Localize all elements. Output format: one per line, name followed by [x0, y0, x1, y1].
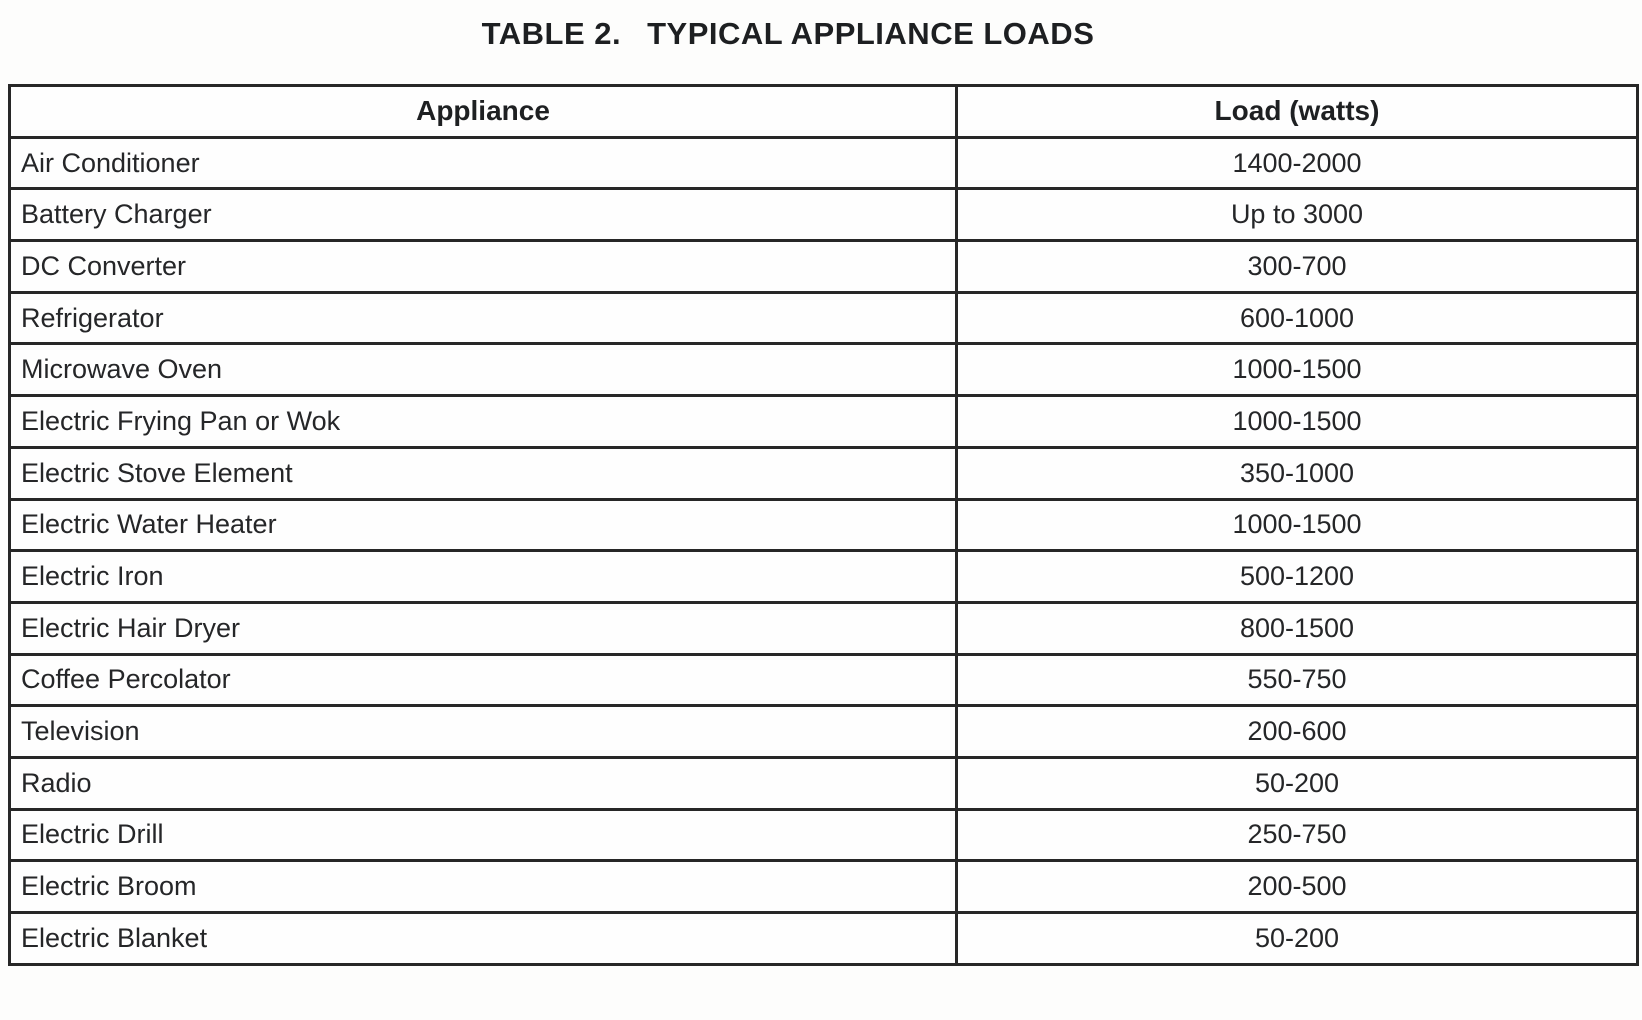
load-column-header: Load (watts) — [957, 86, 1638, 138]
appliance-cell: Television — [10, 706, 957, 758]
load-cell: 500-1200 — [957, 551, 1638, 603]
appliance-cell: Electric Stove Element — [10, 447, 957, 499]
appliance-cell: Electric Drill — [10, 809, 957, 861]
table-row — [10, 137, 1638, 189]
table-title — [0, 16, 1576, 52]
table-row — [10, 602, 1638, 654]
load-cell: 300-700 — [957, 241, 1638, 293]
appliance-cell: Electric Iron — [10, 551, 957, 603]
table-row — [10, 396, 1638, 448]
load-cell: 50-200 — [957, 913, 1638, 965]
header-row — [10, 86, 1638, 138]
load-cell: Up to 3000 — [957, 189, 1638, 241]
table-row — [10, 706, 1638, 758]
appliance-cell: Electric Frying Pan or Wok — [10, 396, 957, 448]
table-row — [10, 809, 1638, 861]
load-cell: 1000-1500 — [957, 344, 1638, 396]
appliance-cell: Refrigerator — [10, 292, 957, 344]
appliance-cell: Battery Charger — [10, 189, 957, 241]
table-row — [10, 757, 1638, 809]
table-row — [10, 344, 1638, 396]
table-row — [10, 499, 1638, 551]
appliance-loads-table — [8, 84, 1639, 966]
appliance-cell: Electric Hair Dryer — [10, 602, 957, 654]
appliance-cell: Electric Blanket — [10, 913, 957, 965]
appliance-cell: Air Conditioner — [10, 137, 957, 189]
load-cell: 250-750 — [957, 809, 1638, 861]
appliance-cell: Microwave Oven — [10, 344, 957, 396]
appliance-cell: Radio — [10, 757, 957, 809]
appliance-cell: Coffee Percolator — [10, 654, 957, 706]
appliance-column-header: Appliance — [10, 86, 957, 138]
load-cell: 50-200 — [957, 757, 1638, 809]
table-title-text: TYPICAL APPLIANCE LOADS — [647, 16, 1095, 51]
table-row — [10, 189, 1638, 241]
appliance-cell: Electric Broom — [10, 861, 957, 913]
load-cell: 800-1500 — [957, 602, 1638, 654]
load-cell: 200-600 — [957, 706, 1638, 758]
appliance-cell: Electric Water Heater — [10, 499, 957, 551]
table-row — [10, 654, 1638, 706]
table-row — [10, 913, 1638, 965]
table-row — [10, 447, 1638, 499]
load-cell: 350-1000 — [957, 447, 1638, 499]
load-cell: 1000-1500 — [957, 396, 1638, 448]
load-cell: 600-1000 — [957, 292, 1638, 344]
load-cell: 1000-1500 — [957, 499, 1638, 551]
table-title-number: TABLE 2. — [481, 16, 622, 51]
load-cell: 550-750 — [957, 654, 1638, 706]
load-cell: 200-500 — [957, 861, 1638, 913]
table-row — [10, 241, 1638, 293]
table-row — [10, 861, 1638, 913]
appliance-cell: DC Converter — [10, 241, 957, 293]
load-cell: 1400-2000 — [957, 137, 1638, 189]
table-row — [10, 292, 1638, 344]
table-row — [10, 551, 1638, 603]
